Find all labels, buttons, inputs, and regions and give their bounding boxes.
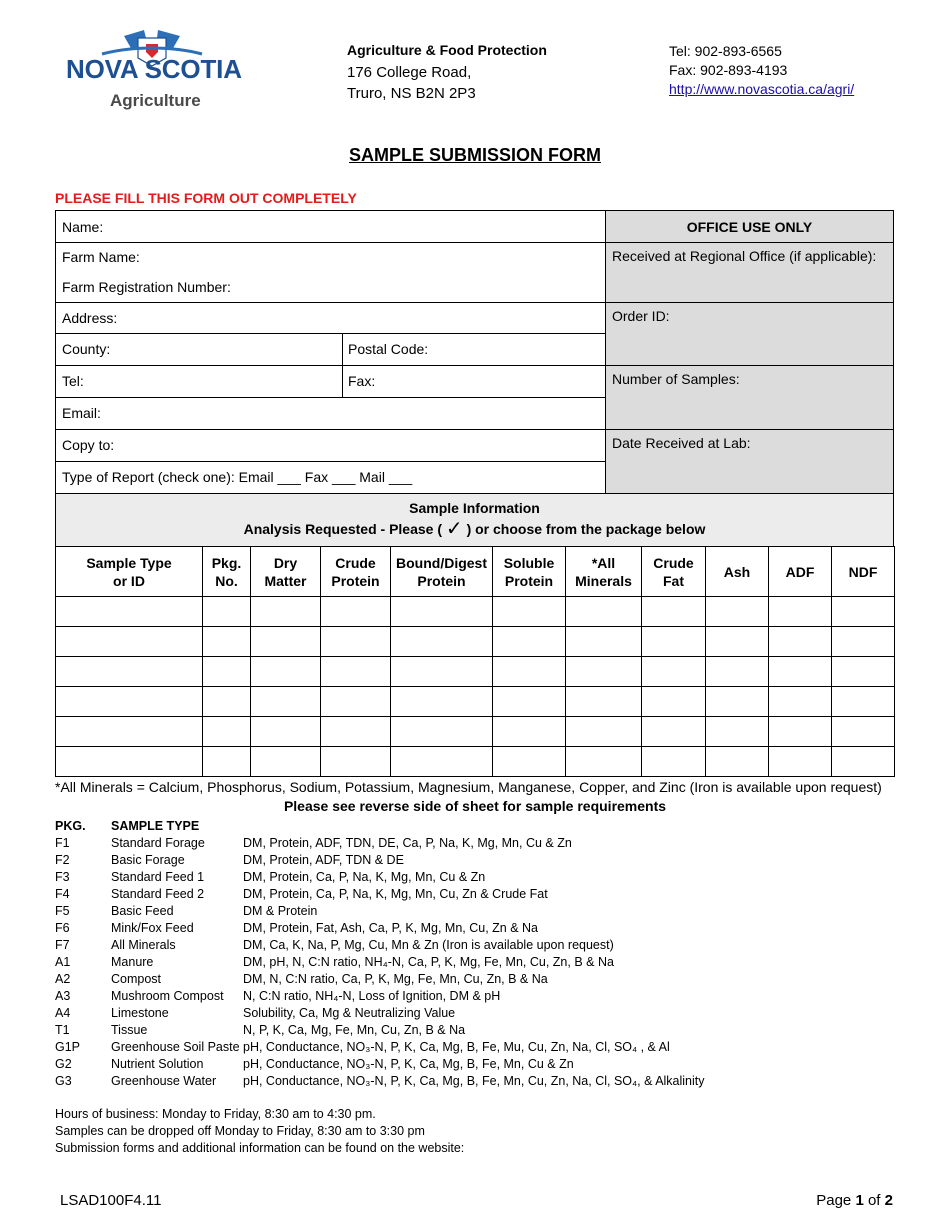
table-cell[interactable]	[251, 687, 321, 717]
column-header-line-1: *All	[591, 554, 616, 571]
table-cell[interactable]	[493, 717, 566, 747]
logo-division: Agriculture	[110, 91, 201, 110]
nova-scotia-agriculture-logo	[62, 28, 247, 113]
logo-wordmark: NOVA SCOTIA	[66, 54, 242, 84]
table-cell[interactable]	[769, 717, 832, 747]
package-type-header: SAMPLE TYPE	[111, 819, 200, 833]
table-cell[interactable]	[56, 657, 203, 687]
column-header	[56, 547, 203, 597]
column-header-line-2: Protein	[504, 572, 554, 589]
table-cell[interactable]	[566, 717, 642, 747]
column-header-line-2: No.	[215, 572, 238, 589]
package-code: T1	[55, 1023, 70, 1037]
package-description: Solubility, Ca, Mg & Neutralizing Value	[243, 1006, 456, 1020]
package-type: Standard Feed 1	[111, 870, 205, 884]
table-row	[56, 747, 895, 777]
customer-info-grid	[55, 210, 894, 547]
table-cell[interactable]	[203, 747, 251, 777]
package-code: F6	[55, 921, 70, 935]
table-cell[interactable]	[56, 687, 203, 717]
table-cell[interactable]	[566, 657, 642, 687]
table-cell[interactable]	[642, 717, 706, 747]
table-cell[interactable]	[566, 747, 642, 777]
table-row	[56, 597, 895, 627]
column-header-line-2: Protein	[417, 572, 466, 589]
table-cell[interactable]	[642, 627, 706, 657]
package-row	[55, 903, 705, 920]
package-row	[55, 971, 705, 988]
table-cell[interactable]	[203, 597, 251, 627]
package-description: N, C:N ratio, NH₄-N, Loss of Ignition, DM & pH	[243, 989, 501, 1003]
package-description: DM, pH, N, C:N ratio, NH₄-N, Ca, P, K, Mg, Fe, Mn, Cu, Zn, B & Na	[243, 955, 614, 969]
column-header-line-1: Crude	[335, 554, 376, 571]
report-type-field[interactable]	[56, 461, 606, 493]
table-cell[interactable]	[251, 627, 321, 657]
email-label: Email:	[62, 405, 101, 421]
table-cell[interactable]	[706, 597, 769, 627]
address-line-1: 176 College Road,	[347, 64, 472, 81]
package-type: Greenhouse Soil Paste	[111, 1040, 240, 1054]
dropoff-hours: Samples can be dropped off Monday to Friday, 8:30 am to 3:30 pm	[55, 1124, 425, 1138]
package-description: DM, N, C:N ratio, Ca, P, K, Mg, Fe, Mn, Cu, Zn, B & Na	[243, 972, 548, 986]
county-label: County:	[62, 341, 111, 357]
table-cell[interactable]	[769, 627, 832, 657]
package-type: Mushroom Compost	[111, 989, 224, 1003]
table-cell[interactable]	[832, 627, 895, 657]
column-header-line-1: Ash	[723, 563, 751, 580]
package-description: N, P, K, Ca, Mg, Fe, Mn, Cu, Zn, B & Na	[243, 1023, 466, 1037]
package-description: pH, Conductance, NO₃-N, P, K, Ca, Mg, B, Fe, Mn, Cu & Zn	[243, 1057, 574, 1071]
package-row	[55, 1022, 705, 1039]
package-description: DM, Protein, Ca, P, Na, K, Mg, Mn, Cu, Zn & Crude Fat	[243, 887, 548, 901]
farm-name-field[interactable]	[56, 242, 606, 272]
postal-code-field[interactable]	[342, 333, 606, 365]
page-of: of	[867, 1192, 881, 1209]
reverse-side-note: Please see reverse side of sheet for sample requirements	[283, 798, 667, 814]
sample-analysis-table	[55, 546, 895, 777]
package-type: Basic Forage	[111, 853, 185, 867]
table-cell[interactable]	[56, 717, 203, 747]
package-description: DM, Ca, K, Na, P, Mg, Cu, Mn & Zn (Iron is available upon request)	[243, 938, 614, 952]
package-code: G3	[55, 1074, 72, 1088]
package-type: Compost	[111, 972, 162, 986]
organization-name: Agriculture & Food Protection	[347, 42, 547, 58]
package-description: pH, Conductance, NO₃-N, P, K, Ca, Mg, B, Fe, Mu, Cu, Zn, Na, Cl, SO₄ , & Al	[243, 1040, 670, 1054]
table-cell[interactable]	[706, 687, 769, 717]
table-cell[interactable]	[391, 627, 493, 657]
address-field[interactable]	[56, 302, 606, 333]
column-header-line-1: Bound/Digest	[396, 554, 487, 571]
minerals-footnote: *All Minerals = Calcium, Phosphorus, Sodium, Potassium, Magnesium, Manganese, Copper, and Zinc (Iron is available upon request)	[55, 779, 882, 795]
column-header	[391, 547, 493, 597]
email-field[interactable]	[56, 397, 606, 429]
table-cell[interactable]	[251, 717, 321, 747]
table-cell[interactable]	[391, 597, 493, 627]
table-cell[interactable]	[56, 597, 203, 627]
number-of-samples-label: Number of Samples:	[612, 371, 740, 387]
office-use-heading: OFFICE USE ONLY	[686, 218, 813, 235]
table-cell[interactable]	[391, 657, 493, 687]
package-row	[55, 988, 705, 1005]
column-header-line-1: Soluble	[503, 554, 555, 571]
farm-registration-field[interactable]	[56, 272, 606, 302]
package-type: Greenhouse Water	[111, 1074, 217, 1088]
package-row	[55, 852, 705, 869]
address-line-2: Truro, NS B2N 2P3	[347, 85, 476, 102]
table-cell[interactable]	[391, 747, 493, 777]
tel-field[interactable]	[56, 365, 342, 397]
table-cell[interactable]	[642, 687, 706, 717]
county-field[interactable]	[56, 333, 342, 365]
table-cell[interactable]	[832, 717, 895, 747]
package-row	[55, 886, 705, 903]
package-type: Nutrient Solution	[111, 1057, 204, 1071]
analysis-suffix: ) or choose from the package below	[466, 521, 706, 537]
package-description: DM, Protein, Fat, Ash, Ca, P, K, Mg, Mn, Cu, Zn & Na	[243, 921, 539, 935]
column-header	[493, 547, 566, 597]
table-body	[56, 597, 895, 777]
farm-name-label: Farm Name:	[62, 249, 140, 265]
table-cell[interactable]	[769, 657, 832, 687]
column-header	[321, 547, 391, 597]
form-title: SAMPLE SUBMISSION FORM	[348, 145, 601, 165]
address-label: Address:	[62, 309, 118, 326]
package-code: A1	[55, 955, 71, 969]
sample-information-band	[56, 494, 893, 546]
tel-label: Tel:	[62, 373, 84, 389]
fax-label: Fax:	[348, 373, 376, 389]
column-header-line-2: Matter	[264, 572, 307, 589]
package-type: Limestone	[111, 1006, 169, 1020]
analysis-prefix: Analysis Requested - Please (	[243, 521, 443, 537]
report-type-label: Type of Report (check one): Email ___ Fax ___ Mail ___	[62, 469, 413, 485]
copy-to-label: Copy to:	[62, 437, 115, 453]
table-cell[interactable]	[769, 747, 832, 777]
package-description: DM, Protein, ADF, TDN, DE, Ca, P, Na, K, Mg, Mn, Cu & Zn	[243, 836, 572, 850]
business-hours: Hours of business: Monday to Friday, 8:30 am to 4:30 pm.	[55, 1107, 376, 1121]
table-cell[interactable]	[56, 627, 203, 657]
package-code: A4	[55, 1006, 71, 1020]
table-cell[interactable]	[251, 747, 321, 777]
table-cell[interactable]	[706, 657, 769, 687]
sample-information-heading: Sample Information	[409, 500, 540, 516]
table-cell[interactable]	[832, 657, 895, 687]
package-code: F5	[55, 904, 70, 918]
table-cell[interactable]	[203, 687, 251, 717]
table-cell[interactable]	[321, 717, 391, 747]
table-cell[interactable]	[493, 657, 566, 687]
table-cell[interactable]	[203, 657, 251, 687]
table-cell[interactable]	[832, 747, 895, 777]
fax-field[interactable]	[342, 365, 606, 397]
package-code: A2	[55, 972, 71, 986]
table-cell[interactable]	[642, 657, 706, 687]
package-row	[55, 937, 705, 954]
table-cell[interactable]	[321, 627, 391, 657]
package-row	[55, 920, 705, 937]
table-cell[interactable]	[321, 597, 391, 627]
package-type: Standard Feed 2	[111, 887, 205, 901]
table-cell[interactable]	[706, 627, 769, 657]
package-code: F3	[55, 870, 70, 884]
package-row	[55, 869, 705, 886]
website-link[interactable]: http://www.novascotia.ca/agri/	[669, 81, 855, 97]
table-cell[interactable]	[769, 687, 832, 717]
table-cell[interactable]	[769, 597, 832, 627]
table-cell[interactable]	[493, 687, 566, 717]
copy-to-field[interactable]	[56, 429, 606, 461]
table-row	[56, 717, 895, 747]
package-code: F1	[55, 836, 70, 850]
column-header-line-2: Protein	[331, 572, 380, 589]
date-received-label: Date Received at Lab:	[612, 435, 751, 451]
package-type: Tissue	[111, 1023, 148, 1037]
table-cell[interactable]	[642, 597, 706, 627]
package-row	[55, 1073, 705, 1090]
column-header-line-1: ADF	[785, 563, 815, 580]
package-code: F7	[55, 938, 70, 952]
column-header-line-1: Pkg.	[211, 554, 242, 571]
farm-registration-label: Farm Registration Number:	[62, 279, 231, 295]
table-cell[interactable]	[832, 597, 895, 627]
table-cell[interactable]	[203, 627, 251, 657]
package-row	[55, 1056, 705, 1073]
package-description: DM, Protein, ADF, TDN & DE	[243, 853, 404, 867]
table-cell[interactable]	[321, 747, 391, 777]
package-type: Mink/Fox Feed	[111, 921, 194, 935]
date-received-field	[606, 429, 893, 493]
table-cell[interactable]	[493, 627, 566, 657]
package-row	[55, 954, 705, 971]
package-type: Manure	[111, 955, 154, 969]
table-cell[interactable]	[321, 687, 391, 717]
page-total: 2	[884, 1192, 893, 1209]
checkmark-icon: ✓	[445, 518, 463, 540]
package-code-header: PKG.	[55, 819, 86, 833]
package-code: A3	[55, 989, 71, 1003]
table-cell[interactable]	[321, 657, 391, 687]
package-description: pH, Conductance, NO₃-N, P, K, Ca, Mg, B, Fe, Mn, Cu, Zn, Na, Cl, SO₄, & Alkalinity	[243, 1074, 705, 1088]
column-header-line-2: or ID	[113, 572, 145, 589]
package-list	[55, 818, 705, 1090]
document-code: LSAD100F4.11	[60, 1192, 162, 1209]
column-header-line-1: Crude	[653, 554, 694, 571]
table-cell[interactable]	[566, 627, 642, 657]
number-of-samples-field	[606, 365, 893, 429]
column-header-line-2: Minerals	[575, 572, 632, 589]
table-header-row	[56, 547, 895, 597]
received-regional-label: Received at Regional Office (if applicable):	[612, 248, 877, 264]
table-cell[interactable]	[203, 717, 251, 747]
package-type: All Minerals	[111, 938, 176, 952]
column-header	[769, 547, 832, 597]
contact-tel: Tel: 902-893-6565	[669, 43, 782, 59]
name-field[interactable]	[56, 211, 606, 242]
package-code: G2	[55, 1057, 72, 1071]
table-cell[interactable]	[566, 687, 642, 717]
package-code: F4	[55, 887, 70, 901]
website-note: Submission forms and additional information can be found on the website:	[55, 1141, 465, 1155]
column-header-line-1: Dry	[273, 554, 298, 571]
package-row	[55, 1005, 705, 1022]
name-label: Name:	[62, 218, 104, 235]
column-header-line-1: NDF	[848, 563, 878, 580]
package-code: G1P	[55, 1040, 81, 1054]
table-row	[56, 627, 895, 657]
fill-completely-warning: PLEASE FILL THIS FORM OUT COMPLETELY	[55, 190, 357, 206]
page-current: 1	[855, 1192, 864, 1209]
table-cell[interactable]	[251, 657, 321, 687]
table-cell[interactable]	[251, 597, 321, 627]
received-regional-field	[606, 242, 893, 302]
column-header	[706, 547, 769, 597]
table-cell[interactable]	[56, 747, 203, 777]
analysis-requested-instruction	[56, 519, 893, 540]
table-cell[interactable]	[391, 687, 493, 717]
order-id-field	[606, 302, 893, 365]
page-prefix: Page	[816, 1192, 852, 1209]
column-header	[642, 547, 706, 597]
table-cell[interactable]	[493, 597, 566, 627]
order-id-label: Order ID:	[612, 308, 670, 324]
table-cell[interactable]	[391, 717, 493, 747]
column-header	[251, 547, 321, 597]
package-description: DM & Protein	[243, 904, 318, 918]
organization-address	[347, 62, 476, 104]
table-cell[interactable]	[642, 747, 706, 777]
package-type: Standard Forage	[111, 836, 205, 850]
table-row	[56, 657, 895, 687]
table-cell[interactable]	[493, 747, 566, 777]
logo-graphic	[62, 28, 247, 113]
page-number	[816, 1192, 893, 1209]
package-type: Basic Feed	[111, 904, 174, 918]
column-header	[203, 547, 251, 597]
column-header-line-1: Sample Type	[86, 554, 172, 571]
postal-code-label: Postal Code:	[348, 341, 429, 357]
package-description: DM, Protein, Ca, P, Na, K, Mg, Mn, Cu & Zn	[243, 870, 486, 884]
package-row	[55, 1039, 705, 1056]
package-list-header	[55, 818, 705, 835]
contact-fax: Fax: 902-893-4193	[669, 62, 788, 78]
table-cell[interactable]	[706, 747, 769, 777]
package-code: F2	[55, 853, 70, 867]
table-cell[interactable]	[832, 687, 895, 717]
column-header	[566, 547, 642, 597]
column-header	[832, 547, 895, 597]
table-cell[interactable]	[706, 717, 769, 747]
contact-block	[669, 42, 854, 99]
package-row	[55, 835, 705, 852]
table-cell[interactable]	[566, 597, 642, 627]
column-header-line-2: Fat	[663, 572, 684, 589]
business-info	[55, 1106, 464, 1157]
table-row	[56, 687, 895, 717]
